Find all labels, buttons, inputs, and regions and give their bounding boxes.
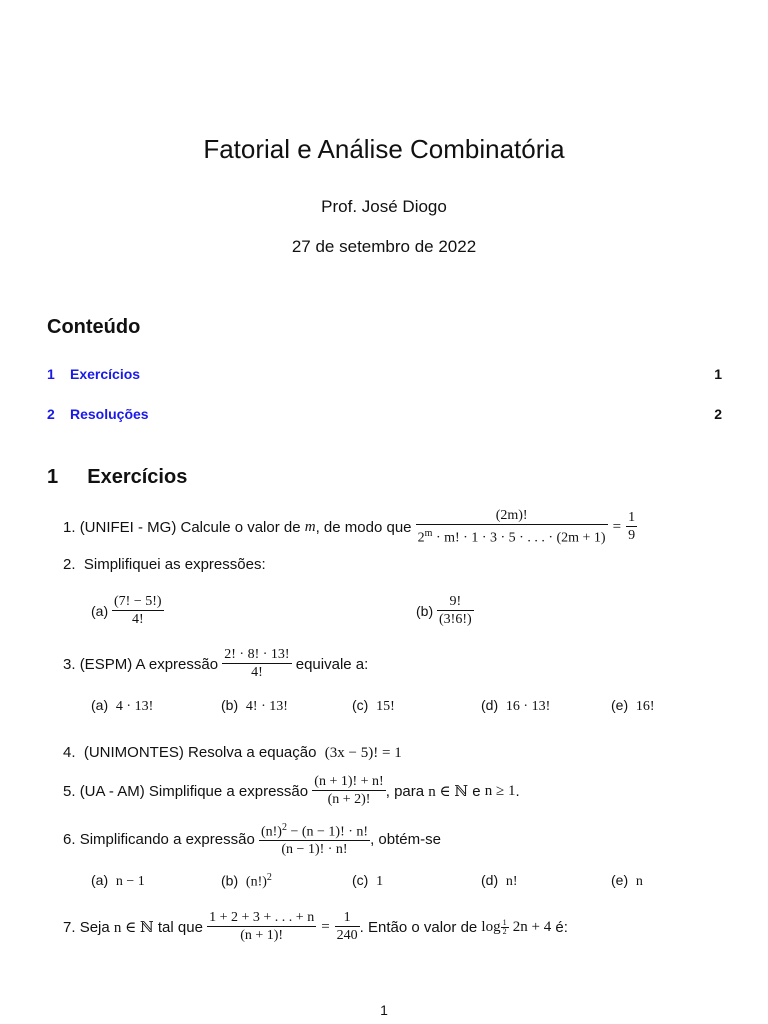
option-label: (a) (91, 872, 109, 888)
fraction-denominator: 9 (628, 528, 636, 543)
exercise-6 (63, 820, 441, 858)
fraction-numerator: 1 + 2 + 3 + . . . + n (209, 910, 315, 925)
document-title: Fatorial e Análise Combinatória (203, 134, 565, 164)
option-exponent: 2 (266, 872, 272, 883)
option-value: 4! · 13! (245, 699, 288, 714)
option-value: (n!) (245, 874, 267, 890)
math-condition: n ∈ ℕ (113, 919, 154, 936)
option-label: (a) (91, 697, 109, 713)
num-rest: − (n − 1)! · n! (286, 824, 369, 840)
section-heading (47, 466, 187, 489)
fraction (626, 510, 637, 544)
option-label: (b) (221, 872, 239, 889)
den-exponent: m (424, 527, 433, 539)
option-b (221, 697, 288, 715)
item-text: tal que (157, 918, 203, 936)
item-number: 7. (63, 918, 76, 936)
toc-entry-number: 2 (47, 406, 55, 422)
option-b (416, 592, 474, 630)
item-text: , de modo que (315, 518, 412, 536)
fraction-denominator: (n + 1)! (207, 926, 316, 944)
math-var: m (304, 518, 316, 535)
fraction (222, 647, 291, 681)
fraction (112, 594, 164, 628)
item-text: , para (385, 782, 425, 800)
option-value: n! (505, 874, 518, 889)
option-e (611, 697, 655, 715)
item-text: (UA - AM) Simplifique a expressão (79, 782, 309, 800)
log-base-denominator: 2 (502, 926, 507, 936)
num-base: (n!) (260, 824, 282, 840)
fraction-numerator: 9! (449, 594, 462, 609)
num-exponent: 2 (281, 821, 287, 833)
fraction-denominator: (n − 1)! · n! (259, 840, 370, 858)
option-value: 15! (376, 699, 395, 714)
option-a (91, 697, 153, 715)
option-value: n (635, 874, 643, 889)
option-value: 16! (635, 699, 655, 714)
option-value: 1 (376, 874, 384, 889)
option-label: (d) (481, 697, 499, 713)
math-condition: n ≥ 1 (484, 782, 516, 799)
item-text: (UNIFEI - MG) Calcule o valor de (79, 518, 301, 536)
item-number: 6. (63, 830, 76, 848)
option-label: (d) (481, 872, 499, 888)
option-c (352, 697, 395, 715)
item-number: 4. (63, 744, 76, 761)
section-number: 1 (47, 466, 59, 488)
toc-entry-page: 2 (714, 406, 722, 422)
log-function: log (481, 918, 501, 935)
option-label: (c) (352, 697, 369, 713)
option-a (91, 592, 164, 630)
fraction-denominator: 240 (336, 928, 358, 943)
option-c (352, 872, 383, 890)
item-number: 1. (63, 518, 76, 536)
section-title: Exercícios (87, 466, 188, 488)
toc-entry-label[interactable]: Resoluções (70, 406, 149, 422)
option-d (481, 697, 550, 715)
option-d (481, 872, 518, 890)
toc-heading: Conteúdo (47, 316, 141, 338)
item-text: e (472, 782, 481, 800)
exercise-7 (63, 907, 568, 947)
item-text: , obtém-se (370, 830, 441, 848)
item-text: Simplificando a expressão (79, 830, 255, 848)
fraction-numerator: (n + 1)! + n! (314, 774, 384, 789)
den-base: 2 (417, 530, 425, 546)
math-condition: n ∈ ℕ (428, 783, 469, 800)
item-text: . Então o valor de (359, 918, 478, 936)
equals-sign: = (612, 518, 622, 535)
option-label: (b) (221, 697, 239, 713)
option-e (611, 872, 643, 890)
item-text: equivale a: (295, 655, 369, 673)
fraction-numerator: 1 (628, 510, 636, 525)
fraction-numerator: (7! − 5!) (114, 594, 162, 609)
toc-entry-number: 1 (47, 366, 55, 382)
item-number: 5. (63, 782, 76, 800)
fraction-denominator: 4! (222, 663, 291, 681)
item-text: (ESPM) A expressão (79, 655, 219, 673)
fraction-denominator: (n + 2)! (312, 790, 385, 808)
toc-entry-label[interactable]: Exercícios (70, 366, 141, 382)
option-label: (c) (352, 872, 369, 888)
author: Prof. José Diogo (321, 197, 447, 216)
option-label: (e) (611, 872, 629, 888)
log-base-numerator: 1 (502, 917, 507, 927)
log-argument: 2n + 4 (512, 918, 552, 935)
fraction-numerator: 2! · 8! · 13! (224, 647, 290, 662)
option-label: (e) (611, 697, 629, 713)
fraction (259, 820, 370, 859)
fraction-numerator: 1 (343, 910, 351, 925)
log-base (501, 919, 509, 936)
option-value: 16 · 13! (505, 699, 551, 714)
math-expression: (3x − 5)! = 1 (324, 745, 402, 761)
item-number: 3. (63, 655, 76, 673)
exercise-2 (63, 556, 266, 573)
exercise-4 (63, 744, 402, 762)
item-text: . (515, 782, 520, 800)
toc-entry-exercicios[interactable] (47, 366, 722, 384)
item-text: é: (555, 918, 568, 936)
toc-entry-page: 1 (714, 366, 722, 382)
page-number: 1 (380, 1002, 388, 1018)
option-a (91, 872, 145, 890)
option-label: (b) (416, 603, 434, 619)
option-value: 4 · 13! (115, 699, 154, 714)
exercise-3 (63, 645, 368, 683)
date: 27 de setembro de 2022 (291, 237, 477, 256)
item-number: 2. (63, 556, 76, 573)
den-rest: · m! · 1 · 3 · 5 · . . . · (2m + 1) (432, 530, 606, 546)
equals-sign: = (321, 918, 330, 935)
fraction-numerator: (2m)! (495, 507, 528, 523)
fraction (335, 910, 360, 944)
fraction-denominator: 4! (112, 610, 164, 628)
fraction-denominator: (3!6!) (439, 612, 472, 627)
fraction-denominator (416, 524, 608, 547)
option-value: n − 1 (115, 874, 145, 889)
option-b (221, 872, 272, 891)
fraction (437, 594, 474, 628)
fraction (416, 508, 608, 547)
fraction (312, 774, 385, 808)
exercise-5 (63, 772, 520, 810)
item-text: (UNIMONTES) Resolva a equação (83, 744, 317, 761)
item-text: Seja (79, 918, 110, 936)
item-text: Simplifiquei as expressões: (83, 556, 266, 573)
fraction-numerator (259, 820, 370, 841)
toc-entry-resolucoes[interactable] (47, 406, 722, 424)
fraction (207, 910, 316, 944)
exercise-1 (63, 507, 637, 547)
option-label: (a) (91, 603, 109, 619)
